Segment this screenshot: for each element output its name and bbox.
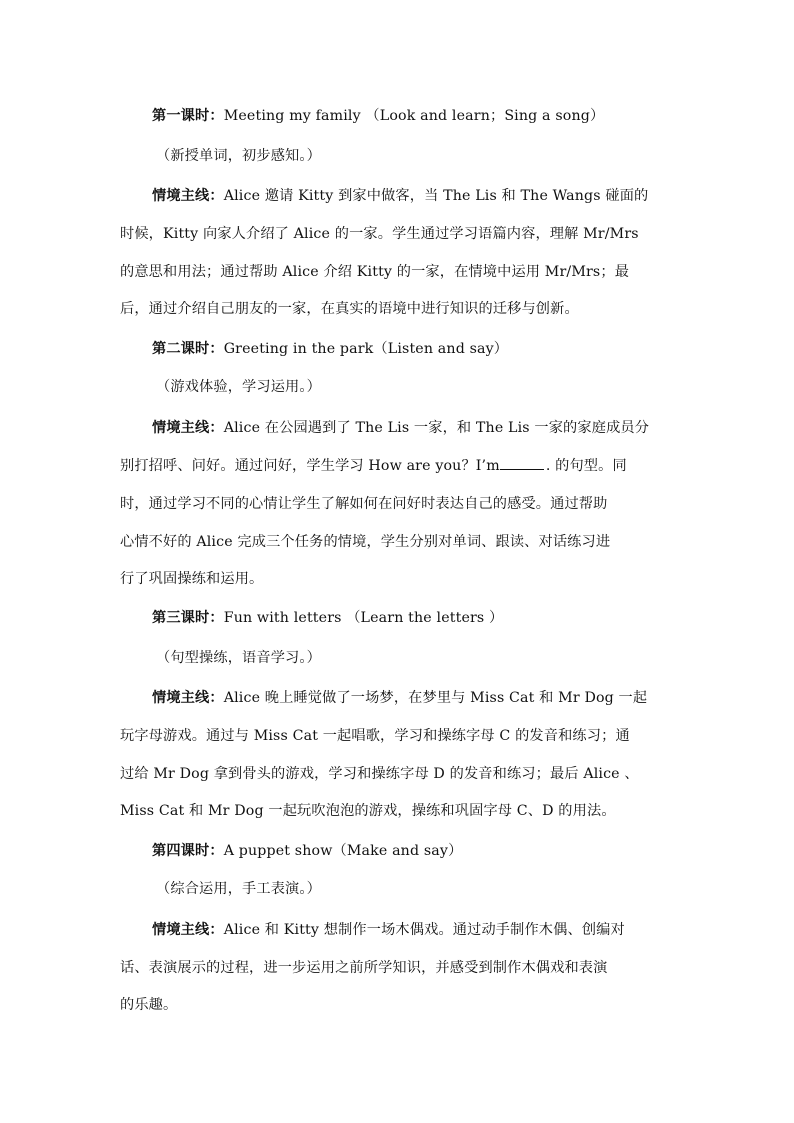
lesson-4-label: 第四课时： — [152, 843, 224, 859]
lesson-2-text-part-2: . 的句型。同 — [545, 458, 627, 474]
lesson-3-text: Alice 晚上睡觉做了一场梦，在梦里与 Miss Cat 和 Mr Dog 一起 — [223, 690, 648, 706]
lesson-1-context-label: 情境主线： — [152, 188, 224, 204]
lesson-4-context-label: 情境主线： — [152, 922, 224, 938]
lesson-1-context-line-1 — [0, 186, 794, 206]
lesson-4-context-line-1 — [0, 920, 794, 940]
lesson-4-note: （综合运用，手工表演。） — [156, 881, 321, 897]
lesson-3-context-line-2: 玩字母游戏。通过与 Miss Cat 一起唱歌，学习和操练字母 C 的发音和练习；通 — [120, 728, 630, 744]
lesson-2-context-line-5: 行了巩固操练和运用。 — [120, 571, 264, 587]
lesson-2-title: Greeting in the park（Listen and say） — [223, 341, 509, 357]
lesson-4-heading — [0, 841, 794, 861]
lesson-2-note: （游戏体验，学习运用。） — [156, 379, 321, 395]
lesson-3-note: （句型操练，语音学习。） — [156, 650, 321, 666]
lesson-1-context-line-3: 的意思和用法；通过帮助 Alice 介绍 Kitty 的一家，在情境中运用 Mr/Mrs；最 — [120, 264, 630, 280]
lesson-3-context-label: 情境主线： — [152, 690, 224, 706]
lesson-2-context-line-3: 时，通过学习不同的心情让学生了解如何在问好时表达自己的感受。通过帮助 — [120, 496, 608, 512]
lesson-1-title: Meeting my family （Look and learn；Sing a song） — [223, 108, 605, 124]
answer-blank — [500, 457, 544, 470]
lesson-4-title: A puppet show（Make and say） — [223, 843, 463, 859]
lesson-1-context-line-2: 时候，Kitty 向家人介绍了 Alice 的一家。学生通过学习语篇内容，理解 Mr/Mrs — [120, 226, 639, 242]
lesson-2-text-part-1: 别打招呼、问好。通过问好，学生学习 How are you？I’m — [120, 458, 500, 474]
lesson-3-title: Fun with letters （Learn the letters ） — [223, 610, 504, 626]
lesson-1-heading — [0, 106, 794, 126]
lesson-4-text: Alice 和 Kitty 想制作一场木偶戏。通过动手制作木偶、创编对 — [223, 922, 625, 938]
lesson-2-text: Alice 在公园遇到了 The Lis 一家，和 The Lis 一家的家庭成员分 — [223, 420, 650, 436]
lesson-2-context-line-4: 心情不好的 Alice 完成三个任务的情境，学生分别对单词、跟读、对话练习进 — [120, 534, 611, 550]
lesson-2-context-line-1 — [0, 418, 794, 438]
lesson-1-label: 第一课时： — [152, 108, 224, 124]
lesson-1-text: Alice 邀请 Kitty 到家中做客，当 The Lis 和 The Wangs 碰面的 — [223, 188, 649, 204]
lesson-1-note: （新授单词，初步感知。） — [156, 148, 321, 164]
lesson-2-heading — [0, 339, 794, 359]
lesson-3-heading — [0, 608, 794, 628]
lesson-3-context-line-3: 过给 Mr Dog 拿到骨头的游戏，学习和操练字母 D 的发音和练习；最后 Alice 、 — [120, 766, 639, 782]
lesson-4-context-line-3: 的乐趣。 — [120, 997, 178, 1013]
lesson-2-label: 第二课时： — [152, 341, 224, 357]
lesson-1-context-line-4: 后，通过介绍自己朋友的一家，在真实的语境中进行知识的迁移与创新。 — [120, 301, 579, 317]
lesson-3-context-line-4: Miss Cat 和 Mr Dog 一起玩吹泡泡的游戏，操练和巩固字母 C、D 的用法。 — [120, 803, 616, 819]
lesson-4-context-line-2: 话、表演展示的过程，进一步运用之前所学知识，并感受到制作木偶戏和表演 — [120, 960, 608, 976]
lesson-3-label: 第三课时： — [152, 610, 224, 626]
lesson-3-context-line-1 — [0, 688, 794, 708]
lesson-2-context-line-2 — [0, 456, 794, 476]
lesson-2-context-label: 情境主线： — [152, 420, 224, 436]
